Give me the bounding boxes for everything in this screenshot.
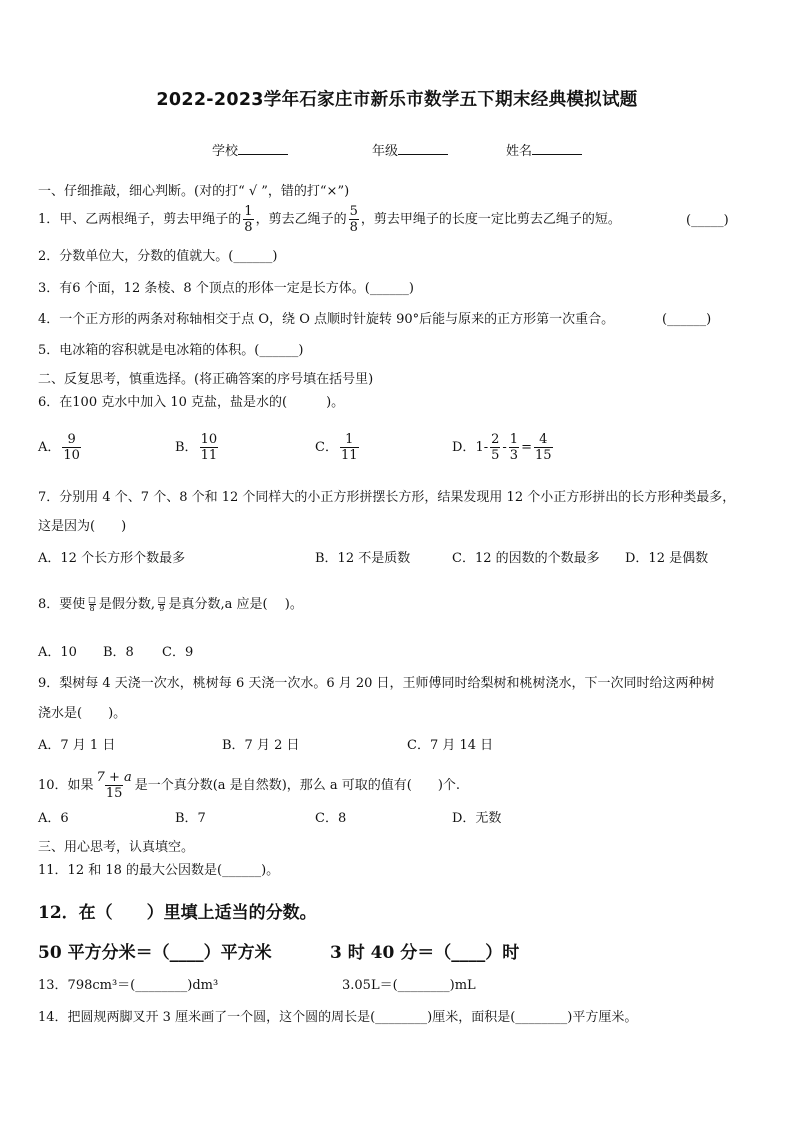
option-label: D． [452,440,476,455]
question-5: 5．电冰箱的容积就是电冰箱的体积。(______) [38,343,304,358]
frac-num: 5 [349,204,358,219]
frac-num: 1 [244,204,253,219]
question-6: 6．在100 克水中加入 10 克盐，盐是水的( )。 [38,395,345,410]
frac-num: □ [88,595,96,604]
question-1 [38,204,621,235]
question-3: 3．有6 个面，12 条棱、8 个顶点的形体一定是长方体。(______) [38,281,414,296]
q1-answer-blank[interactable]: (_____) [686,213,729,228]
question-11: 11．12 和 18 的最大公因数是(______)。 [38,863,280,878]
q7-option-d[interactable]: D．12 是偶数 [625,551,709,566]
q1-text-post: ，剪去甲绳子的长度一定比剪去乙绳子的短。 [360,212,621,227]
q8-option-a[interactable]: A．10 [38,645,77,660]
expr-part: 1- [475,440,489,455]
frac-num: 9 [67,432,76,447]
frac-den: 3 [509,448,519,463]
frac-num: □ [157,595,166,604]
school-label: 学校 [212,144,239,159]
frac-num: 1 [345,432,354,447]
grade-field [372,140,448,159]
question-9-line2: 浇水是( )。 [38,706,127,721]
q8-text-mid: 是假分数, [98,597,155,612]
page-title: 2022-2023学年石家庄市新乐市数学五下期末经典模拟试题 [156,90,638,110]
question-9-line1: 9．梨树每 4 天浇一次水，桃树每 6 天浇一次水。6 月 20 日，王师傅同时给梨树和桃树浇水，下一次同时给这两种树 [38,676,715,691]
q12-text: 12．在（ ）里填上适当的分数。 [38,903,317,923]
name-blank[interactable] [532,143,582,155]
q8-option-b[interactable]: B．8 [103,645,134,660]
fraction [62,432,81,463]
frac-den: 8 [89,604,95,613]
q8-text-post: 是真分数,a 应是( )。 [168,597,303,612]
question-13-part-b: 3.05L＝(________)mL [342,978,476,993]
grade-label: 年级 [372,144,399,159]
frac-den: 8 [349,220,358,235]
question-14: 14．把圆规两脚叉开 3 厘米画了一个圆，这个圆的周长是(________)厘米，面积是(________)平方厘米。 [38,1010,638,1025]
q4-answer-blank[interactable]: (______) [662,312,712,327]
q6-option-a[interactable] [38,432,83,463]
q6-option-d[interactable] [452,432,555,463]
frac-den: 8 [244,220,253,235]
question-7-line2: 这是因为( ) [38,519,127,534]
option-label: C． [315,440,338,455]
section1-heading: 一、仔细推敲，细心判断。(对的打“ √ ”，错的打“×”) [38,184,350,199]
fraction [200,432,219,463]
frac-num: 1 [509,432,519,447]
frac-num: 4 [539,432,548,447]
q10-option-d[interactable]: D．无数 [452,811,502,826]
q1-text-pre: 1．甲、乙两根绳子，剪去甲绳子的 [38,212,242,227]
question-12-part-a: 50 平方分米＝（____）平方米 [38,943,272,963]
q7-option-c[interactable]: C．12 的因数的个数最多 [452,551,600,566]
expr-part: = [521,440,532,455]
fraction [96,770,133,801]
frac-den: 10 [63,448,80,463]
fraction [534,432,553,463]
question-4: 4．一个正方形的两条对称轴相交于点 O，绕 O 点顺时针旋转 90°后能与原来的正方形第一次重合。 [38,312,615,327]
frac-num: 2 [491,432,500,447]
fraction-5-8 [349,204,359,235]
question-7-line1: 7．分别用 4 个、7 个、8 个和 12 个同样大的小正方形拼摆长方形，结果发现用 12 个小正方形拼出的长方形种类最多， [38,490,736,505]
q10-text-pre: 10．如果 [38,778,94,793]
section2-heading: 二、反复思考，慎重选择。(将正确答案的序号填在括号里) [38,372,374,387]
q9-option-c[interactable]: C．7 月 14 日 [407,738,494,753]
name-label: 姓名 [506,144,533,159]
frac-den: 15 [534,448,552,463]
question-8 [38,596,303,614]
section3-heading: 三、用心思考，认真填空。 [38,840,195,855]
q9-option-b[interactable]: B．7 月 2 日 [222,738,300,753]
frac-den: 9 [159,604,165,613]
question-10 [38,770,460,801]
fraction [490,432,500,463]
frac-den: 5 [491,448,500,463]
question-13-part-a: 13．798cm³＝(________)dm³ [38,978,219,993]
question-12-heading [38,898,317,923]
fraction [509,432,519,463]
q10-option-a[interactable]: A．6 [38,811,69,826]
fraction [157,596,167,613]
q10-option-b[interactable]: B．7 [175,811,206,826]
frac-den: 15 [105,786,123,801]
q8-text-pre: 8．要使 [38,597,86,612]
expr-part: - [502,440,507,455]
frac-den: 11 [200,448,218,463]
question-2: 2．分数单位大，分数的值就大。(______) [38,249,278,264]
question-12-part-b: 3 时 40 分＝（____）时 [330,943,520,963]
fraction-1-8 [243,204,253,235]
fraction [87,596,97,613]
q7-option-b[interactable]: B．12 不是质数 [315,551,411,566]
q10-option-c[interactable]: C．8 [315,811,347,826]
q7-option-a[interactable]: A．12 个长方形个数最多 [38,551,186,566]
grade-blank[interactable] [398,143,448,155]
frac-num: 7 + a [96,770,132,785]
school-blank[interactable] [238,143,288,155]
q6-option-c[interactable] [315,432,361,463]
frac-den: 11 [340,448,358,463]
fraction [340,432,359,463]
q8-option-c[interactable]: C．9 [162,645,194,660]
name-field [506,140,582,159]
q6-option-b[interactable] [175,432,220,463]
frac-num: 10 [200,432,218,447]
option-label: A． [38,440,61,455]
q1-text-mid: ，剪去乙绳子的 [255,212,347,227]
option-label: B． [175,440,198,455]
school-field [212,140,288,159]
q10-text-post: 是一个真分数(a 是自然数)，那么 a 可取的值有( )个. [134,778,461,793]
q9-option-a[interactable]: A．7 月 1 日 [38,738,116,753]
